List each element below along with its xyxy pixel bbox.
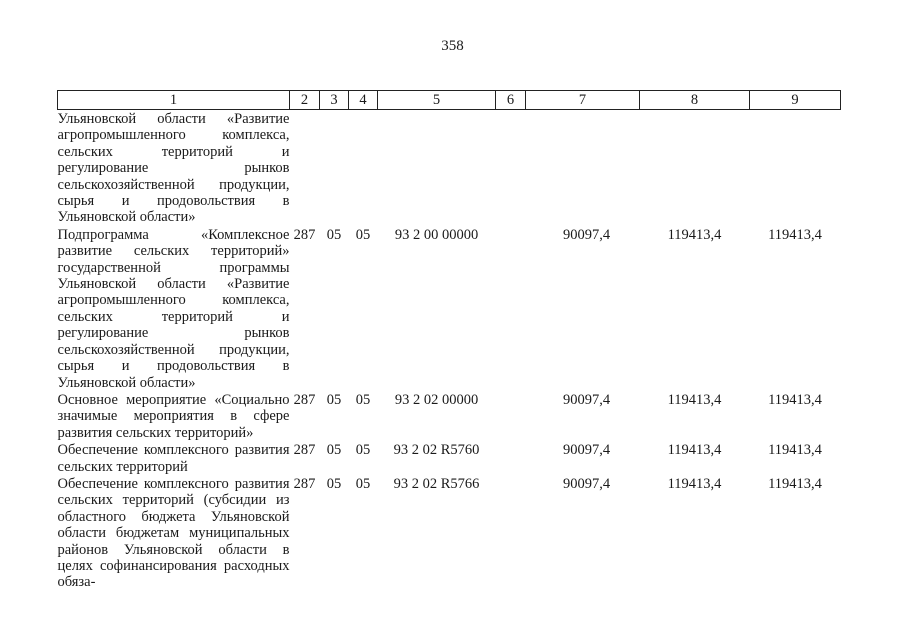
row-col-9: 119413,4 [768, 475, 822, 492]
row-col-5: 93 2 02 00000 [394, 391, 479, 408]
row-col-6 [496, 441, 526, 475]
row-col-3: 05 [326, 442, 342, 459]
row-col-5 [378, 110, 496, 226]
row-col-7 [526, 110, 640, 226]
row-col-2 [290, 110, 320, 226]
row-col-3: 05 [326, 475, 342, 492]
row-col-2: 287 [293, 442, 316, 459]
table-header [58, 91, 841, 110]
header-col-1: 1 [58, 91, 290, 110]
row-col-3: 05 [326, 226, 342, 243]
row-name: Основное мероприятие «Социально значимые мероприятия в сфере развития сельских территорий» [57, 391, 290, 441]
header-col-3: 3 [320, 91, 349, 110]
table-body [58, 110, 841, 591]
table-row [58, 475, 841, 591]
row-col-7: 90097,4 [562, 442, 611, 459]
row-col-8 [640, 110, 750, 226]
row-col-5: 93 2 02 R5766 [393, 475, 480, 492]
row-col-9: 119413,4 [768, 391, 822, 408]
row-col-8: 119413,4 [667, 475, 722, 492]
row-col-6 [496, 110, 526, 226]
header-col-8: 8 [640, 91, 750, 110]
row-col-7: 90097,4 [562, 475, 611, 492]
row-name: Подпрограмма «Комплексное развитие сельских территорий» государственной программы Ульяновской области «Развитие агропромышленного комплекса, сельских территорий и регулирование рынков сельскохозяйственной продукции, сырья и продовольствия в Ульяновской области» [57, 226, 290, 391]
table-row [58, 110, 841, 226]
table-row [58, 391, 841, 441]
row-col-3: 05 [326, 391, 342, 408]
page-number: 358 [441, 38, 464, 54]
row-col-4: 05 [355, 226, 371, 243]
row-col-7: 90097,4 [562, 226, 611, 243]
header-col-2: 2 [290, 91, 320, 110]
row-col-9: 119413,4 [768, 226, 822, 243]
table-row [58, 226, 841, 391]
row-col-6 [496, 226, 526, 391]
header-col-4: 4 [349, 91, 378, 110]
row-col-6 [496, 475, 526, 591]
row-col-3 [320, 110, 349, 226]
row-col-4: 05 [355, 442, 371, 459]
header-col-5: 5 [378, 91, 496, 110]
row-col-5: 93 2 00 00000 [394, 226, 479, 243]
row-col-2: 287 [293, 391, 316, 408]
row-col-9: 119413,4 [768, 442, 822, 459]
table-row [58, 441, 841, 475]
header-col-9: 9 [750, 91, 841, 110]
header-col-6: 6 [496, 91, 526, 110]
row-col-8: 119413,4 [667, 226, 722, 243]
header-col-7: 7 [526, 91, 640, 110]
row-col-4: 05 [355, 391, 371, 408]
row-col-8: 119413,4 [667, 442, 722, 459]
row-col-4 [349, 110, 378, 226]
row-name: Обеспечение комплексного развития сельских территорий [57, 442, 290, 475]
row-col-5: 93 2 02 R5760 [393, 442, 480, 459]
row-name: Обеспечение комплексного развития сельских территорий (субсидии из областного бюджета Ульяновской области бюджетам муниципальных районов Ульяновской области в целях софинансирования расходных обяза- [57, 475, 290, 591]
row-name: Ульяновской области «Развитие агропромышленного комплекса, сельских территорий и регулирование рынков сельскохозяйственной продукции, сырья и продовольствия в Ульяновской области» [57, 111, 290, 226]
row-col-9 [750, 110, 841, 226]
row-col-8: 119413,4 [667, 391, 722, 408]
row-col-4: 05 [355, 475, 371, 492]
row-col-7: 90097,4 [562, 391, 611, 408]
row-col-6 [496, 391, 526, 441]
budget-table [57, 90, 841, 591]
header-row [58, 91, 841, 110]
row-col-2: 287 [293, 475, 316, 492]
row-col-2: 287 [293, 226, 316, 243]
